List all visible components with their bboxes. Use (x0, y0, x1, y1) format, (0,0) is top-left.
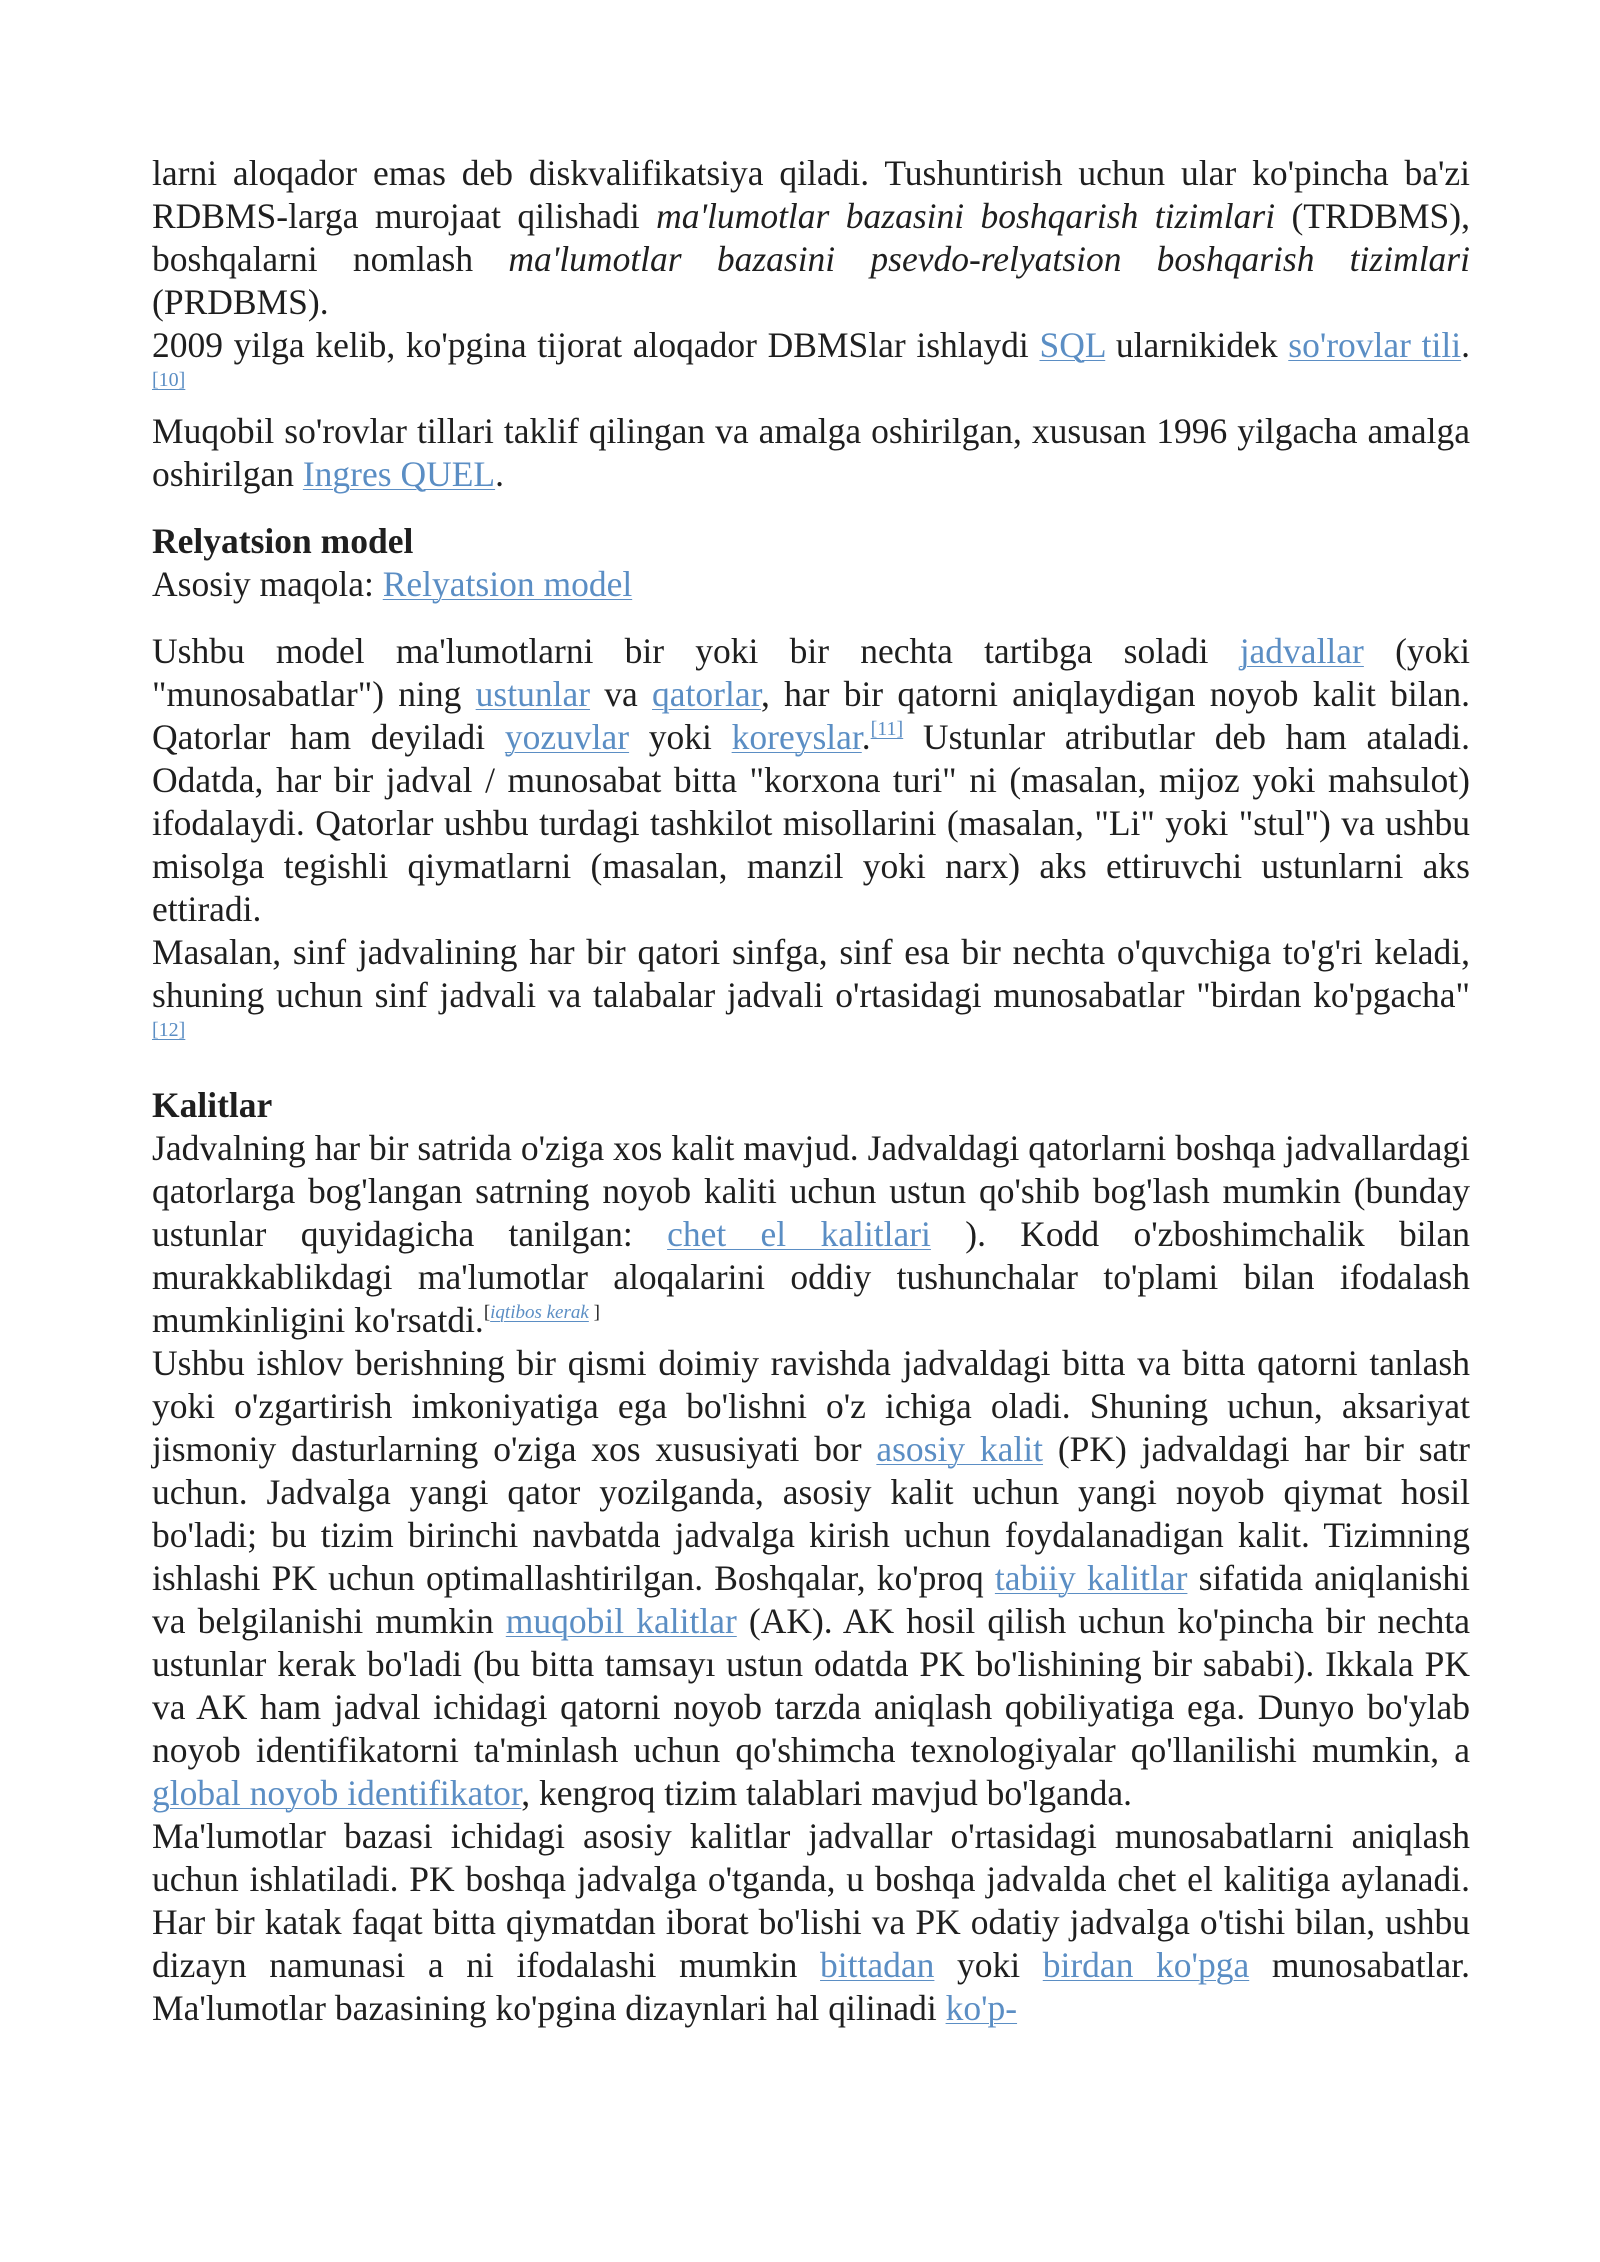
article-body (152, 152, 1470, 2030)
link-foreign-keys[interactable]: chet el kalitlari (667, 1214, 931, 1254)
link-rows[interactable]: qatorlar (652, 674, 761, 714)
paragraph-relational-model: Ushbu model ma'lumotlarni bir yoki bir nechta tartibga soladi jadvallar (yoki "munosabatlar") ning ustunlar va qatorlar, har bir qatorni aniqlaydigan noyob kalit bilan. Qatorlar ham deyiladi yozuvlar yoki koreyslar.[11] Ustunlar atributlar deb ham ataladi. Odatda, har bir jadval / munosabat bitta "korxona turi" ni (masalan, mijoz yoki mahsulot) ifodalaydi. Qatorlar ushbu turdagi tashkilot misollarini (masalan, "Li" yoki "stul") va ushbu misolga tegishli qiymatlarni (masalan, manzil yoki narx) aks ettiruvchi ustunlarni aks ettiradi. (152, 631, 1471, 929)
link-columns[interactable]: ustunlar (475, 674, 591, 714)
citation-12[interactable]: [12] (152, 1019, 186, 1041)
link-many-to-many[interactable]: ko'p- (945, 1988, 1018, 2028)
link-alternate-keys[interactable]: muqobil kalitlar (505, 1601, 737, 1641)
citation-needed[interactable]: [iqtibos kerak ] (483, 1302, 600, 1323)
link-primary-key[interactable]: asosiy kalit (876, 1429, 1044, 1469)
link-one-to-one[interactable]: bittadan (820, 1945, 935, 1985)
link-relational-model[interactable]: Relyatsion model (382, 564, 633, 604)
link-natural-keys[interactable]: tabiiy kalitlar (994, 1558, 1188, 1598)
citation-11[interactable]: [11] (870, 718, 904, 740)
paragraph-quel: Muqobil so'rovlar tillari taklif qilingan va amalga oshirilgan, xususan 1996 yilgacha amalga oshirilgan Ingres QUEL. (152, 411, 1470, 494)
paragraph-relationships: Ma'lumotlar bazasi ichidagi asosiy kalitlar jadvallar o'rtasidagi munosabatlarni aniqlash uchun ishlatiladi. PK boshqa jadvalga o'tganda, u boshqa jadvalda chet el kalitiga aylanadi. Har bir katak faqat bitta qiymatdan iborat bo'lishi va PK odatiy jadvalga o'tishi bilan, ushbu dizayn namunasi a ni ifodalashi mumkin bittadan yoki birdan ko'pga munosabatlar. Ma'lumotlar bazasining ko'pgina dizaynlari hal qilinadi ko'p- (152, 1816, 1470, 2028)
paragraph-keys-intro: Jadvalning har bir satrida o'ziga xos kalit mavjud. Jadvaldagi qatorlarni boshqa jadvallardagi qatorlarga bog'langan satrning noyob kaliti uchun ustun qo'shib bog'lash mumkin (bunday ustunlar quyidagicha tanilgan: chet el kalitlari ). Kodd o'zboshimchalik bilan murakkablikdagi ma'lumotlar aloqalarini oddiy tushunchalar to'plami bilan ifodalash mumkinligini ko'rsatdi.[iqtibos kerak ] (152, 1128, 1471, 1340)
paragraph-sql: 2009 yilga kelib, ko'pgina tijorat aloqador DBMSlar ishlaydi SQL ularnikidek so'rovlar tili.[10] (152, 325, 1470, 391)
main-article-note: Asosiy maqola: Relyatsion model (152, 564, 633, 604)
link-ingres-quel[interactable]: Ingres QUEL (302, 454, 496, 494)
citation-10[interactable]: [10] (152, 369, 186, 391)
link-records[interactable]: yozuvlar (504, 717, 630, 757)
paragraph-class-example: Masalan, sinf jadvalining har bir qatori sinfga, sinf esa bir nechta o'quvchiga to'g'ri keladi, shuning uchun sinf jadvali va talabalar jadvali o'rtasidagi munosabatlar "birdan ko'pgacha"[12] (152, 932, 1470, 1041)
section-heading-relational-model: Relyatsion model (152, 521, 414, 561)
link-query-language[interactable]: so'rovlar tili (1288, 325, 1462, 365)
paragraph-primary-key: Ushbu ishlov berishning bir qismi doimiy ravishda jadvaldagi bitta va bitta qatorni tanlash yoki o'zgartirish imkoniyatiga ega bo'lishni o'z ichiga oladi. Shuning uchun, aksariyat jismoniy dasturlarning o'ziga xos xususiyati bor asosiy kalit (PK) jadvaldagi har bir satr uchun. Jadvalga yangi qator yozilganda, asosiy kalit uchun yangi noyob qiymat hosil bo'ladi; bu tizim birinchi navbatda jadvalga kirish uchun foydalanadigan kalit. Tizimning ishlashi PK uchun optimallashtirilgan. Boshqalar, ko'proq tabiiy kalitlar sifatida aniqlanishi va belgilanishi mumkin muqobil kalitlar (AK). AK hosil qilish uchun ko'pincha bir nechta ustunlar kerak bo'ladi (bu bitta tamsayı ustun odatda PK bo'lishining bir sababi). Ikkala PK va AK ham jadval ichidagi qatorni noyob tarzda aniqlash qobiliyatiga ega. Dunyo bo'ylab noyob identifikatorni ta'minlash uchun qo'shimcha texnologiyalar qo'llanilishi mumkin, a global noyob identifikator, kengroq tizim talablari mavjud bo'lganda. (152, 1343, 1471, 1813)
link-one-to-many[interactable]: birdan ko'pga (1042, 1945, 1250, 1985)
link-sql[interactable]: SQL (1039, 325, 1106, 365)
link-tuples[interactable]: koreyslar (731, 717, 862, 757)
paragraph-rdbms-classification: larni aloqador emas deb diskvalifikatsiya qiladi. Tushuntirish uchun ular ko'pincha ba'zi RDBMS-larga murojaat qilishadi ma'lumotlar bazasini boshqarish tizimlari (TRDBMS), boshqalarni nomlash ma'lumotlar bazasini psevdo-relyatsion boshqarish tizimlari (PRDBMS). (152, 153, 1470, 322)
section-heading-keys: Kalitlar (152, 1085, 273, 1125)
link-tables[interactable]: jadvallar (1239, 631, 1364, 671)
link-guid[interactable]: global noyob identifikator (152, 1773, 522, 1813)
